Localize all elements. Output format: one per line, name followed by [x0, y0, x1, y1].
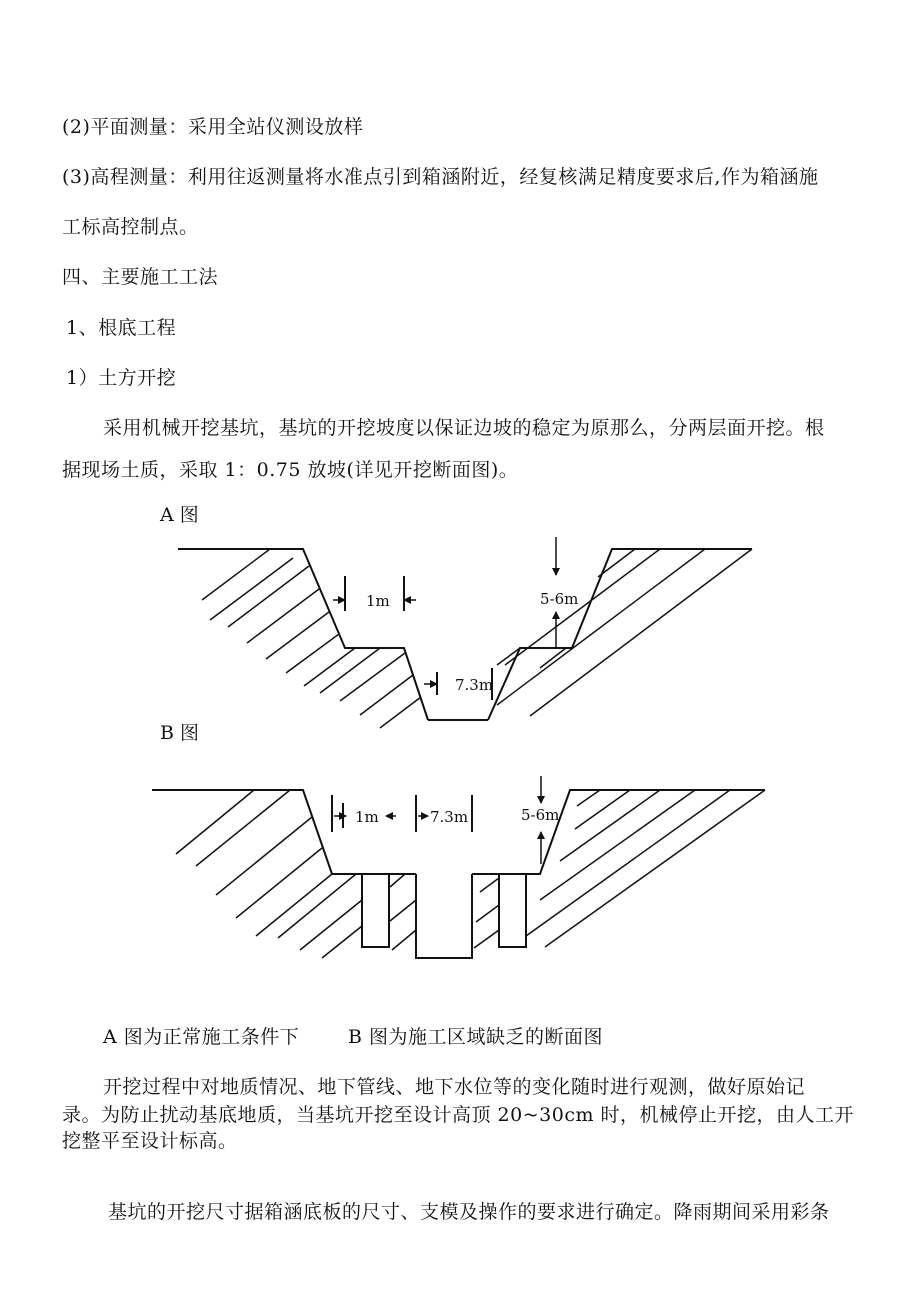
paragraph-plane-survey: (2)平面测量：采用全站仪测设放样: [62, 116, 364, 138]
figure-b-right-pile: [499, 874, 526, 947]
figure-a-right-ground-profile: [488, 549, 752, 720]
figure-a-dim-bottom: 7.3m: [455, 676, 494, 694]
figure-a-title: A 图: [160, 504, 199, 526]
figure-a-caption: A 图为正常施工条件下: [103, 1026, 300, 1048]
figure-b-dim-bench: 1m: [355, 808, 379, 826]
subsection-heading-excavation: 1）土方开挖: [66, 367, 177, 389]
paragraph-monitoring: 开挖过程中对地质情况、地下管线、地下水位等的变化随时进行观测，做好原始记: [103, 1076, 806, 1098]
paragraph-monitoring-cont: 录。为防止扰动基底地质，当基坑开挖至设计高顶 20~30cm 时，机械停止开挖，由人工开: [62, 1104, 855, 1126]
figure-b-right-hatch: [474, 790, 765, 948]
figure-b-caption: B 图为施工区域缺乏的断面图: [348, 1026, 604, 1048]
figure-b-left-pile: [362, 874, 389, 947]
paragraph-excavation: 采用机械开挖基坑，基坑的开挖坡度以保证边坡的稳定为原那么，分两层面开挖。根: [103, 417, 825, 439]
figure-b-dim-depth: 5-6m: [521, 806, 560, 824]
paragraph-excavation-cont: 据现场土质，采取 1：0.75 放坡(详见开挖断面图)。: [62, 459, 519, 481]
figure-a-diagram: [178, 537, 752, 728]
figure-b-right-ground-profile: [472, 790, 765, 874]
paragraph-pit-size: 基坑的开挖尺寸据箱涵底板的尺寸、支模及操作的要求进行确定。降雨期间采用彩条: [108, 1201, 830, 1223]
paragraph-elevation-survey-cont: 工标高控制点。: [62, 216, 199, 238]
figure-b-dim-bottom: 7.3m: [430, 808, 469, 826]
figure-a-right-hatch: [497, 549, 752, 716]
figure-a-dim-bench: 1m: [366, 592, 390, 610]
paragraph-monitoring-end: 挖整平至设计标高。: [62, 1130, 238, 1152]
figure-a-dim-depth: 5-6m: [540, 590, 579, 608]
figure-b-title: B 图: [160, 722, 200, 744]
subsection-heading-foundation: 1、根底工程: [66, 317, 177, 339]
figure-b-sump: [416, 874, 472, 958]
paragraph-elevation-survey: (3)高程测量：利用往返测量将水准点引到箱涵附近，经复核满足精度要求后,作为箱涵施: [62, 166, 819, 188]
figure-a-left-ground-profile: [178, 549, 428, 720]
figure-b-left-ground-profile: [152, 790, 416, 874]
figure-a-left-hatch: [202, 549, 421, 728]
section-heading-methods: 四、主要施工工法: [62, 266, 219, 288]
figure-b-diagram: [152, 776, 765, 958]
